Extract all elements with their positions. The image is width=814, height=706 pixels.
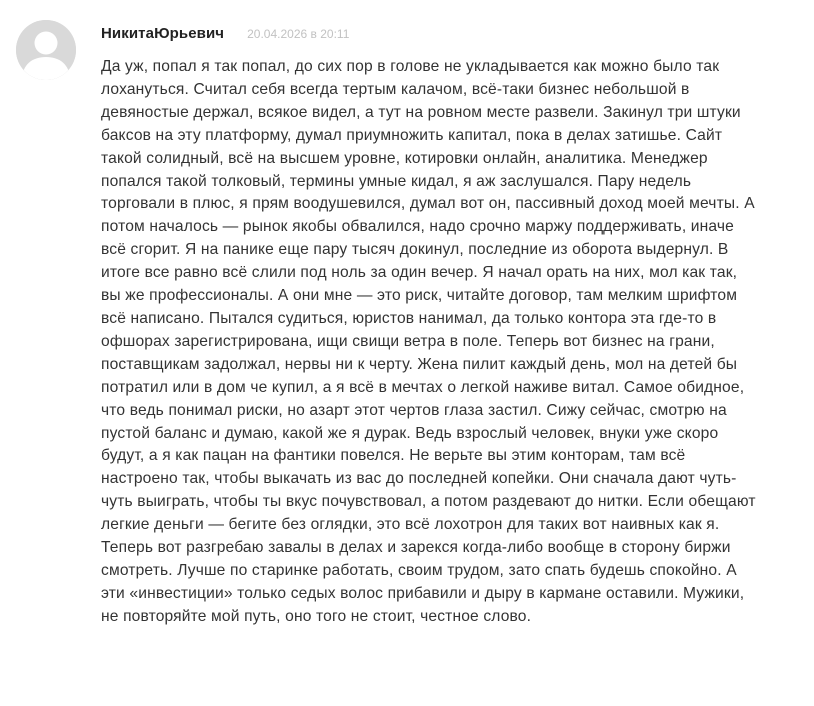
comment-author: НикитаЮрьевич [101, 25, 225, 42]
comment-header [101, 25, 349, 47]
user-placeholder-icon [16, 20, 76, 80]
comment-date: 20.04.2026 в 20:11 [247, 27, 350, 41]
comment-text: Да уж, попал я так попал, до сих пор в голове не укладывается как можно было так лохануться. Считал себя всегда тертым калачом, всё-таки бизнес небольшой в девяностые держал, всякое видел, а тут на ровном месте развели. Закинул три штуки баксов на эту платформу, думал приумножить капитал, пока в делах затишье. Сайт такой солидный, всё на высшем уровне, котировки онлайн, аналитика. Менеджер попался такой толковый, термины умные кидал, я аж заслушался. Пару недель торговали в плюс, я прям воодушевился, думал вот он, пассивный доход моей мечты. А потом началось — рынок якобы обвалился, надо срочно маржу поддерживать, иначе всё сгорит. Я на панике еще пару тысяч докинул, последние из оборота выдернул. В итоге все равно всё слили под ноль за один вечер. Я начал орать на них, мол как так, вы же профессионалы. А они мне — это риск, читайте договор, там мелким шрифтом всё написано. Пытался судиться, юристов нанимал, да только контора эта где-то в офшорах зарегистрирована, ищи свищи ветра в поле. Теперь вот бизнес на грани, поставщикам задолжал, нервы ни к черту. Жена пилит каждый день, мол на детей бы потратил или в дом че купил, а я всё в мечтах о легкой наживе витал. Самое обидное, что ведь понимал риски, но азарт этот чертов глаза застил. Сижу сейчас, смотрю на пустой баланс и думаю, какой же я дурак. Ведь взрослый человек, внуки уже скоро будут, а я как пацан на фантики повелся. Не верьте вы этим конторам, там всё настроено так, чтобы выкачать из вас до последней копейки. Они сначала дают чуть-чуть выиграть, чтобы ты вкус почувствовал, а потом раздевают до нитки. Если обещают легкие деньги — бегите без оглядки, это всё лохотрон для таких вот наивных как я. Теперь вот разгребаю завалы в делах и зарекся когда-либо вообще в сторону биржи смотреть. Лучше по старинке работать, своим трудом, зато спать будешь спокойно. А эти «инвестиции» только седых волос прибавили и дыру в кармане оставили. Мужики, не повторяйте мой путь, оно того не стоит, честное слово. [101, 58, 756, 625]
avatar [16, 20, 76, 80]
